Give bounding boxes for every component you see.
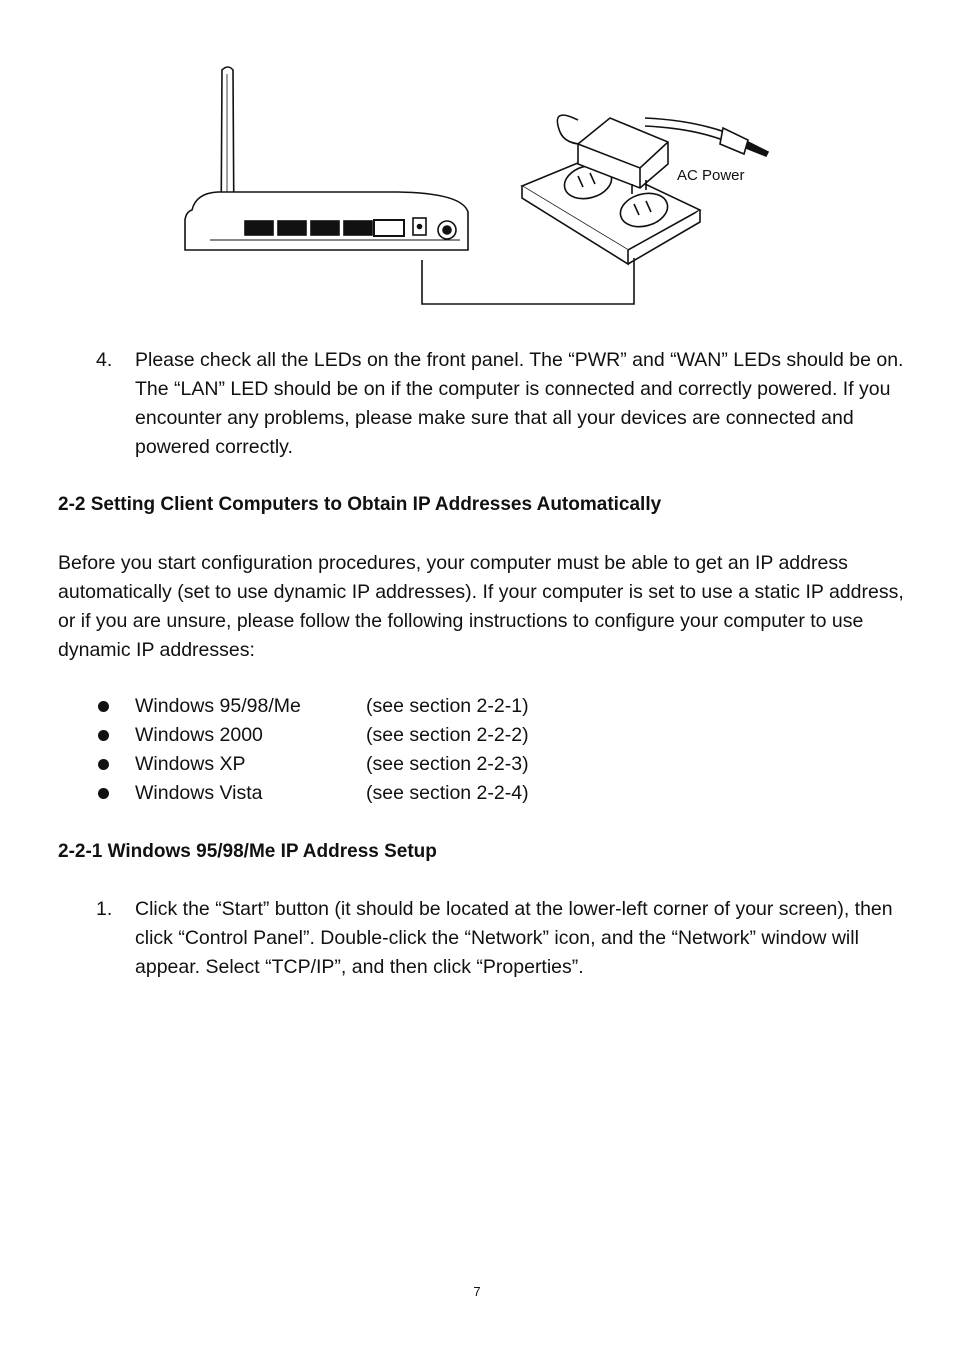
step-1-text: Click the “Start” button (it should be located at the lower-left corner of your screen), then click “Control Panel”. Double-click the “Network” icon, and the “Network” window will appear. Select “TCP/IP”, and then click “Properties”. <box>135 898 893 978</box>
section-2-2-heading: 2-2 Setting Client Computers to Obtain IP Addresses Automatically <box>58 494 662 515</box>
os-list-item <box>96 750 596 779</box>
bullet-icon <box>98 788 109 799</box>
os-bullet-list <box>96 692 596 808</box>
os-list-item <box>96 721 596 750</box>
step-4-number: 4. <box>96 349 113 371</box>
connection-line <box>422 258 634 304</box>
os-list-item <box>96 779 596 808</box>
router-icon <box>185 67 468 250</box>
os-name: Windows Vista <box>135 782 263 804</box>
page-number: 7 <box>473 1284 481 1299</box>
step-4-item <box>96 346 906 462</box>
os-name: Windows 95/98/Me <box>135 695 301 717</box>
os-section-ref: (see section 2-2-2) <box>366 724 529 746</box>
os-name: Windows XP <box>135 753 246 775</box>
bullet-icon <box>98 701 109 712</box>
os-name: Windows 2000 <box>135 724 263 746</box>
router-power-illustration <box>170 60 790 310</box>
bullet-icon <box>98 759 109 770</box>
os-section-ref: (see section 2-2-3) <box>366 753 529 775</box>
os-section-ref: (see section 2-2-4) <box>366 782 529 804</box>
section-2-2-intro: Before you start configuration procedures, your computer must be able to get an IP address automatically (set to use dynamic IP addresses). If your computer is set to use a static IP address, or if you are unsure, please follow the following instructions to configure your computer to use dynamic IP addresses: <box>58 552 904 661</box>
step-1-number: 1. <box>96 898 113 920</box>
os-list-item <box>96 692 596 721</box>
os-section-ref: (see section 2-2-1) <box>366 695 529 717</box>
section-2-2-1-heading: 2-2-1 Windows 95/98/Me IP Address Setup <box>58 841 437 862</box>
bullet-icon <box>98 730 109 741</box>
ac-power-label: AC Power <box>677 167 745 184</box>
router-power-svg <box>170 60 790 310</box>
step-4-text: Please check all the LEDs on the front panel. The “PWR” and “WAN” LEDs should be on. The “LAN” LED should be on if the computer is connected and correctly powered. If you encounter any problems, please make sure that all your devices are connected and powered correctly. <box>135 349 904 458</box>
power-adapter-icon <box>522 115 768 264</box>
step-1-item <box>96 895 906 982</box>
